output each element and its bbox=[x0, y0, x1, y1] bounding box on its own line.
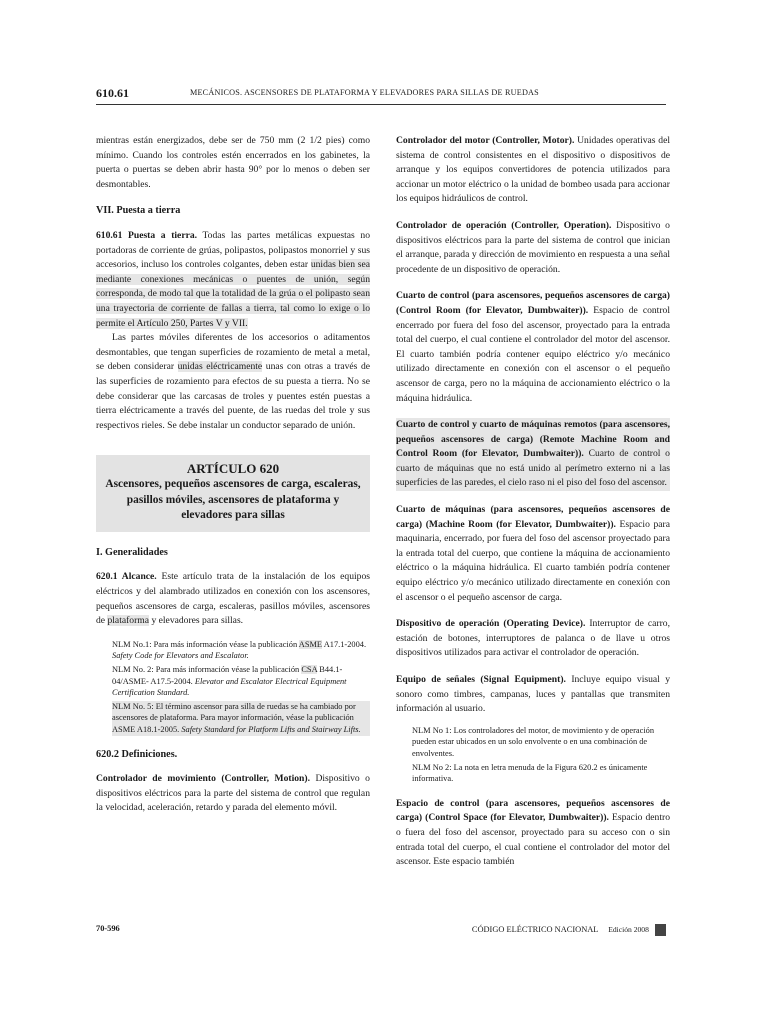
left-column bbox=[96, 134, 370, 816]
definition-text: Espacio dentro o fuera del foso del ascensor, proyectado para su acceso con o sin entrada total del cuerpo, el cual contiene el controlador del motor del ascensor. Este espacio también bbox=[396, 812, 670, 868]
highlighted-text: unidas eléctricamente bbox=[177, 361, 263, 373]
note-text: NLM No. 2: Para más información véase la publicación bbox=[112, 664, 300, 674]
paragraph bbox=[96, 331, 370, 433]
definition-highlighted bbox=[396, 418, 670, 491]
note-block bbox=[412, 725, 670, 785]
definition-text: Unidades operativas del sistema de control consistentes en el dispositivo o dispositivos de arranque y los equipos convertidores de potencia utilizados para accionar un motor eléctrico o la unidad de bombeo usada para accionar los equipos hidráulicos de control. bbox=[396, 135, 670, 205]
article-number: ARTÍCULO 620 bbox=[186, 461, 280, 477]
header-title: MECÁNICOS. ASCENSORES DE PLATAFORMA Y ELEVADORES PARA SILLAS DE RUEDAS bbox=[190, 88, 539, 97]
definition-text: Dispositivo o dispositivos eléctricos para la parte del sistema de control que inician el arranque, parada y dirección de movimiento en respuesta a una señal procedente de un dispositivo de operación. bbox=[396, 219, 670, 275]
section-term: 610.61 Puesta a tierra. bbox=[96, 229, 198, 241]
paragraph-text: Este artículo trata de la instalación de los equipos eléctricos y del alambrado utilizados en conexión con los ascensores, pequeños ascensores de carga, escaleras, pasillos móviles, ascensores de bbox=[96, 571, 371, 627]
highlighted-text: ASME bbox=[298, 639, 323, 649]
note-text: NLM No. 5: El término ascensor para silla de ruedas se ha cambiado por ascensores de plataforma. Para mayor información, véase la publicación ASME A18.1-2005. bbox=[112, 701, 356, 734]
note bbox=[112, 639, 370, 662]
paragraph-text: unas con otras a través de las superficies de rozamiento para efectos de su puesta a tierra. No se debe considerar que las carcasas de troles y puentes estén puestas a tierra eléctricamente a través del puente, de las ruedas del trole y sus respectivos rieles. Se debe instalar un conductor separado de unión. bbox=[96, 361, 371, 431]
definition-term: Cuarto de control (para ascensores, pequeños ascensores de carga) (Control Room (for Elevator, Dumbwaiter)). bbox=[396, 290, 670, 316]
note-text: A17.1-2004. bbox=[323, 639, 367, 649]
definition-term: Controlador de movimiento (Controller, Motion). bbox=[96, 773, 310, 785]
definition-term: Controlador del motor (Controller, Motor). bbox=[396, 135, 575, 146]
definition bbox=[396, 617, 670, 661]
definition bbox=[396, 289, 670, 406]
footer-title: CÓDIGO ELÉCTRICO NACIONAL bbox=[471, 924, 599, 934]
definition bbox=[396, 219, 670, 277]
highlighted-text: unidas bien sea mediante conexiones mecánicas o puentes de unión, según corresponda, de modo tal que la totalidad de la grúa o el polipasto sean una trayectoria de corriente de fallas a tierra, tal como lo exige o lo permite el Artículo 250, Partes V y VII. bbox=[96, 259, 370, 329]
section-heading-620-2: 620.2 Definiciones. bbox=[96, 748, 178, 760]
definition-term: Controlador de operación (Controller, Operation). bbox=[396, 219, 612, 231]
note: NLM No 2: La nota en letra menuda de la Figura 620.2 es únicamente informativa. bbox=[412, 762, 648, 784]
section-heading-vii: VII. Puesta a tierra bbox=[96, 205, 181, 217]
definition-term: Cuarto de control y cuarto de máquinas remotos (para ascensores, pequeños ascensores de carga) (Remote Machine Room and Control Room (for Elevator, Dumbwaiter)). bbox=[396, 419, 670, 460]
note-text: NLM No.1: Para más información véase la publicación bbox=[112, 639, 298, 649]
definition-term: Equipo de señales (Signal Equipment). bbox=[396, 674, 566, 685]
note-italic: Elevator and Escalator Electrical Equipment Certification Standard. bbox=[112, 676, 347, 698]
definition-text: Incluye equipo visual y sonoro como timbres, campanas, luces y pantallas que transmiten información al usuario. bbox=[396, 674, 670, 715]
definition-text: Cuarto de control o cuarto de máquinas que no está unido al perímetro externo ni a las superficies de las paredes, el cielo raso ni el piso del foso del ascensor. bbox=[396, 448, 670, 489]
note-italic: Safety Standard for Platform Lifts and Stairway Lifts. bbox=[181, 724, 361, 734]
definition-text: Espacio de control encerrado por fuera del foso del ascensor, proyectado para la entrada total del cuerpo, el cual contiene el controlador del motor del ascensor. El cuarto también podría contener equipo eléctrico y/o mecánico utilizado directamente en conexión con el ascensor o el pequeño ascensor de carga, pero no la máquina de accionamiento eléctrico o la máquina hidráulica. bbox=[396, 304, 670, 404]
paragraph-610-61 bbox=[96, 229, 370, 331]
note-highlighted bbox=[112, 701, 370, 736]
definition-text: Interruptor de carro, estación de botones, interruptores de palanca o de llave u otros dispositivos utilizados para activar el controlador de operación. bbox=[396, 618, 670, 659]
highlighted-text: CSA bbox=[301, 664, 318, 674]
definition-text: Espacio para maquinaria, encerrado, por fuera del foso del ascensor proyectado para la entrada total del cuerpo, que contiene la máquina de accionamiento eléctrico o la máquina hidráulica. El cuarto también podría contener equipo eléctrico y/o mecánico utilizado directamente en conexión con el ascensor o el pequeño ascensor de carga. bbox=[396, 518, 670, 603]
definition bbox=[396, 797, 670, 870]
definition bbox=[396, 134, 670, 207]
note: NLM No 1: Los controladores del motor, de movimiento y de operación pueden estar ubicados en un solo envolvente o en una combinación de envolventes. bbox=[412, 725, 655, 758]
definition-text: Dispositivo o dispositivos eléctricos para la parte del sistema de control que regulan la velocidad, aceleración, retardo y parada del elemento móvil. bbox=[96, 773, 370, 814]
footer-edition: Edición 2008 bbox=[608, 924, 649, 934]
article-title: Ascensores, pequeños ascensores de carga, escaleras, pasillos móviles, ascensores de plataforma y elevadores para sillas bbox=[105, 478, 361, 522]
note-text: B44.1-04/ASME- A17.5-2004. bbox=[112, 664, 343, 686]
running-header bbox=[96, 84, 666, 105]
article-title-box bbox=[96, 455, 370, 532]
definition-term: Cuarto de máquinas (para ascensores, pequeños ascensores de carga) (Machine Room (for Elevator, Dumbwaiter)). bbox=[396, 504, 670, 530]
note bbox=[112, 664, 370, 699]
footer-marker-icon bbox=[655, 924, 666, 936]
paragraph: mientras están energizados, debe ser de 750 mm (2 1/2 pies) como mínimo. Cuando los controles estén encerrados en los gabinetes, la puerta o puertas se deben abrir hasta 90° por lo menos o deben ser desmontables. bbox=[96, 135, 370, 190]
footer-page-number: 70-596 bbox=[96, 924, 120, 933]
paragraph-text: y elevadores para sillas. bbox=[151, 615, 244, 627]
section-heading-i: I. Generalidades bbox=[96, 546, 168, 558]
paragraph-text: Las partes móviles diferentes de los accesorios o aditamentos desmontables, que tengan superficies de rozamiento de metal a metal, se deben considerar bbox=[96, 332, 370, 373]
right-column bbox=[396, 134, 670, 870]
note-block bbox=[112, 639, 370, 736]
definition bbox=[396, 673, 670, 717]
highlighted-text: plataforma bbox=[107, 615, 150, 627]
note-italic: Safety Code for Elevators and Escalator. bbox=[112, 651, 249, 661]
section-term: 620.1 Alcance. bbox=[96, 571, 157, 583]
paragraph-text: Todas las partes metálicas expuestas no portadoras de corriente de grúas, polipastos, polipastos monorriel y sus accesorios, incluso los controles colgantes, deben estar bbox=[96, 229, 370, 271]
paragraph-620-1 bbox=[96, 570, 370, 628]
footer bbox=[452, 924, 666, 936]
definition bbox=[96, 772, 370, 816]
definition-term: Espacio de control (para ascensores, pequeños ascensores de carga) (Control Space (for Elevator, Dumbwaiter)). bbox=[396, 797, 670, 824]
definition-term: Dispositivo de operación (Operating Device). bbox=[396, 618, 586, 630]
header-section-number: 610.61 bbox=[96, 86, 129, 100]
definition bbox=[396, 503, 670, 605]
